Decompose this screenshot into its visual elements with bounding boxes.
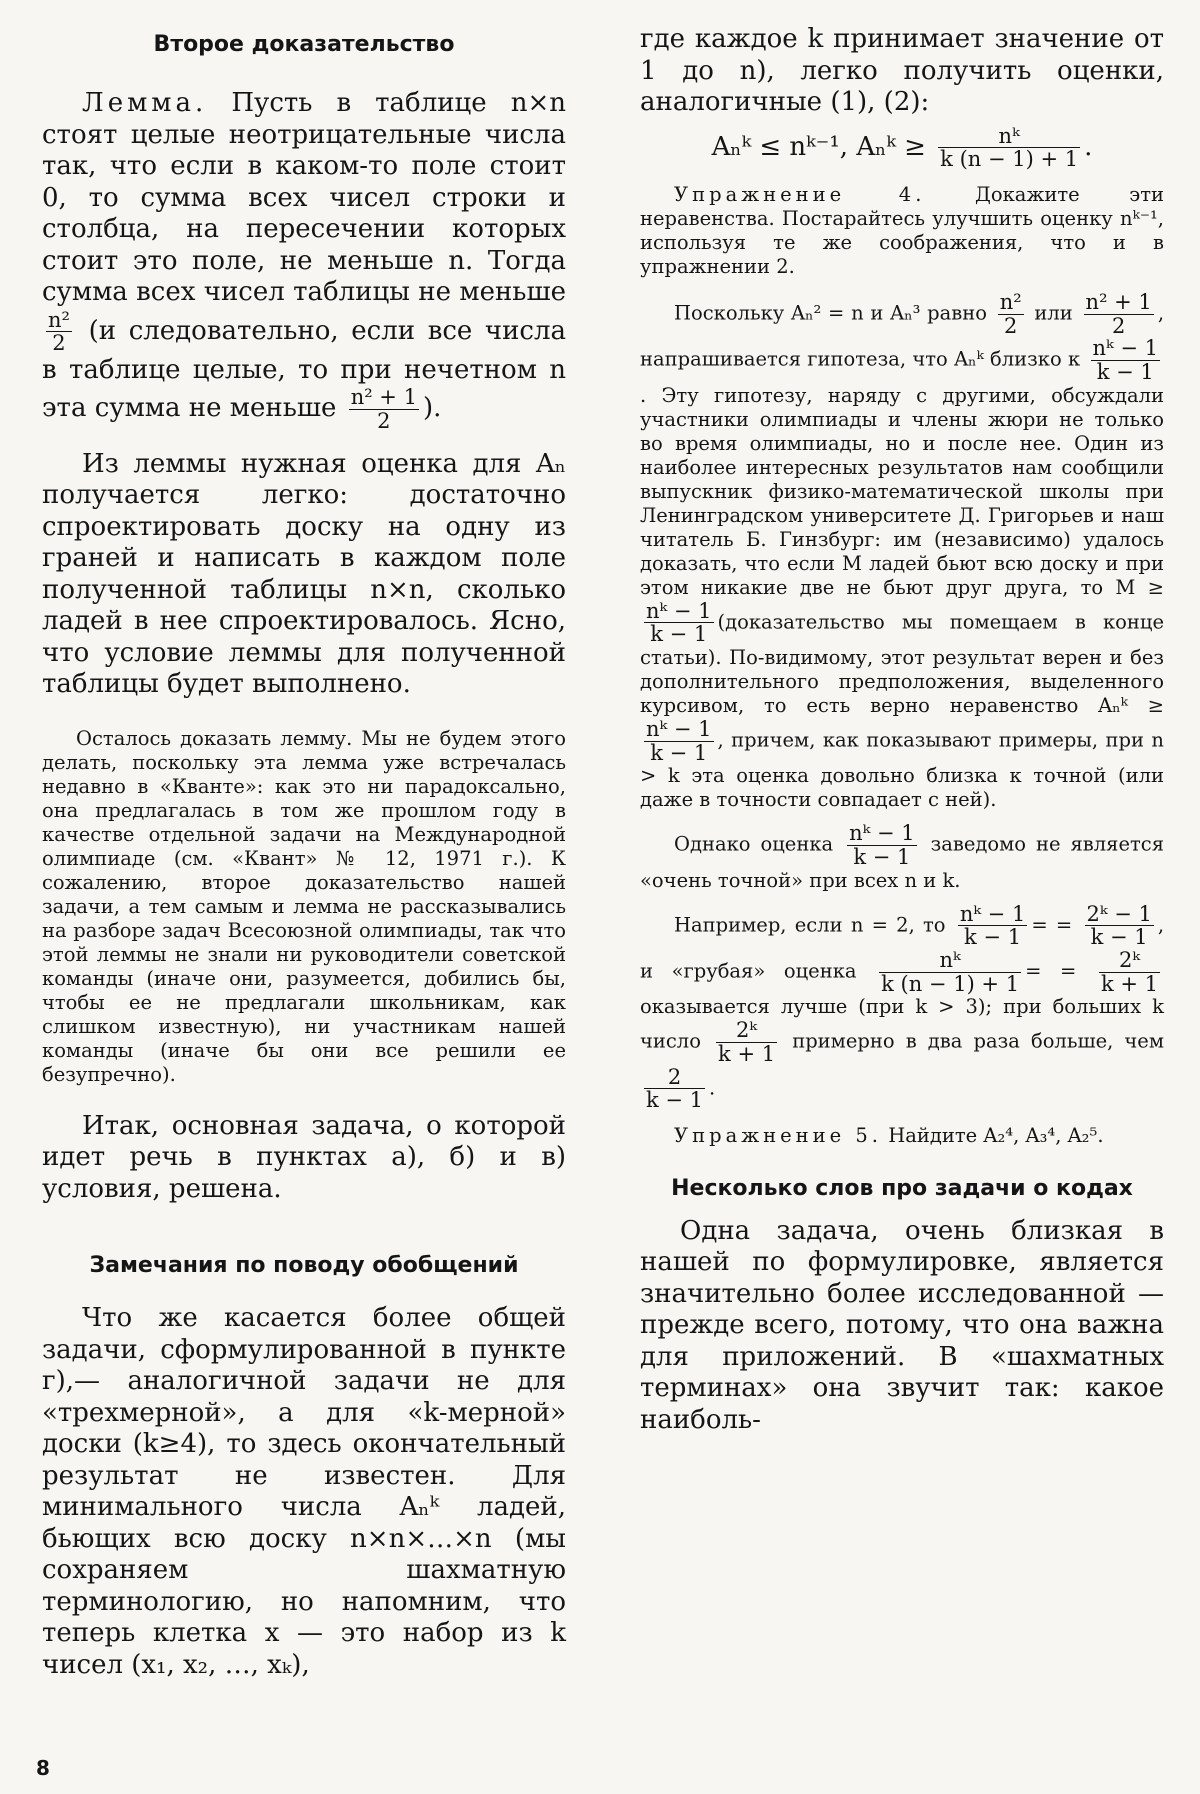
- small-print-paragraph: Осталось доказать лемму. Мы не будем этого делать, поскольку эта лемма уже встречалась недавно в «Кванте»: как это ни парадоксально, она предлагалась в том же прошлом году в качестве отдельной задачи на Международной олимпиаде (см. «Квант» № 12, 1971 г.). К сожалению, второе доказательство нашей задачи, а тем самым и лемма не рассказывались на разборе задач Всесоюзной олимпиады, так что этой леммы не знали ни руководители советской команды (иначе они, разумеется, добились бы, чтобы ее не предлагали школьникам, как слишком известную), ни участникам нашей команды (иначе бы они все решили ее безупречно).: [42, 726, 566, 1086]
- formula-fraction: $\frac{\text{nᵏ}}{k (n - 1) + 1}$: [940, 123, 1079, 172]
- paragraph-generalization: Что же касается более общей задачи, сформулированной в пункте г),— аналогичной задачи не для «трехмерной», а для «k-мерной» доски (k≥4), то здесь окончательный результат не известен. Для минимального числа Aₙᵏ ладей, бьющих всю доску n×n×…×n (мы сохраняем шахматную терминологию, но напомним, что теперь клетка x — это набор из k чисел (x₁, x₂, …, xₖ),: [42, 1303, 566, 1680]
- lemma-text-c: ).: [422, 393, 442, 424]
- lemma-label: Лемма.: [82, 88, 208, 118]
- lemma-fraction-n2-plus-1-over-2: $\frac{\text{n² + 1}}{2}$: [350, 385, 417, 434]
- left-column: [42, 24, 566, 1681]
- page-number: 8: [36, 1756, 50, 1780]
- fraction-example-1: $\frac{\text{nᵏ − 1}}{k - 1}$: [959, 901, 1026, 950]
- fraction-bound-M: $\frac{\text{nᵏ − 1}}{k - 1}$: [646, 598, 712, 647]
- exercise-4: [640, 183, 1164, 279]
- paragraph-solved: Итак, основная задача, о которой идет речь в пунктах а), б) и в) условия, решена.: [42, 1110, 566, 1204]
- fraction-example-2: $\frac{\text{2ᵏ − 1}}{k - 1}$: [1086, 901, 1152, 950]
- paragraph-not-precise: Однако оценка $\frac{\text{nᵏ − 1}}{k - 1}$ заведомо не является «очень точной» при всех n и k.: [640, 821, 1164, 892]
- exercise-4-label: Упражнение 4.: [674, 182, 926, 206]
- paragraph-example: Например, если n = 2, то $\frac{\text{nᵏ − 1}}{k - 1}$ = = $\frac{\text{2ᵏ − 1}}{k - 1}$ , и «грубая» оценка $\frac{\text{nᵏ}}{k (n - 1) + 1}$ = = $\frac{\text{2ᵏ}}{k + 1}$ оказывается лучше (при k > 3); при больших k число $\frac{\text{2ᵏ}}{k + 1}$ примерно в два раза больше, чем $\frac{2}{k - 1}$ .: [640, 901, 1165, 1113]
- fraction-example-6: $\frac{2}{k - 1}$: [646, 1064, 704, 1113]
- lemma-text-a: Пусть в таблице n×n стоят целые неотрицательные числа так, что если в каком-то поле стоит 0, то сумма всех чисел строки и столбца, на пересечении которых стоит это поле, не меньше n. Тогда сумма всех чисел таблицы не меньше: [42, 88, 566, 307]
- formula-period: .: [1084, 131, 1093, 162]
- right-column: [640, 24, 1164, 1436]
- exercise-5: [640, 1124, 1164, 1148]
- paragraph-projection: Из леммы нужная оценка для Aₙ получается легко: достаточно спроектировать доску на одну из граней и написать в каждом поле полученной таблицы n×n, сколько ладей в нее спроектировалось. Ясно, что условие леммы для полученной таблицы будет выполнено.: [42, 448, 566, 700]
- section-heading-second-proof: Второе доказательство: [153, 32, 455, 57]
- fraction-estimate: $\frac{\text{nᵏ − 1}}{k - 1}$: [849, 821, 915, 869]
- formula-left-side: Aₙᵏ ≤ nᵏ⁻¹, Aₙᵏ ≥: [711, 131, 926, 162]
- paragraph-codes: Одна задача, очень близкая в нашей по формулировке, является значительно более исследованной — прежде всего, потому, что она важна для приложений. В «шахматных терминах» она звучит так: какое наиболь-: [640, 1215, 1164, 1435]
- formula-estimates: [640, 125, 1164, 171]
- fraction-example-4: $\frac{\text{2ᵏ}}{k + 1}$: [1100, 947, 1159, 996]
- fraction-example-3: $\frac{\text{nᵏ}}{k (n - 1) + 1}$: [881, 947, 1020, 996]
- fraction-n2-plus-1-over-2: $\frac{\text{n² + 1}}{2}$: [1085, 289, 1152, 338]
- lemma-fraction-n2-over-2: $\frac{\text{n²}}{2}$: [48, 307, 70, 356]
- exercise-5-text: Найдите A₂⁴, A₃⁴, A₂⁵.: [888, 1123, 1104, 1147]
- fraction-nk-minus-1-over-k-minus-1: $\frac{\text{nᵏ − 1}}{k - 1}$: [1092, 336, 1158, 384]
- exercise-4-text: Докажите эти неравенства. Постарайтесь улучшить оценку nᵏ⁻¹, используя те же соображения, что и в упражнении 2.: [640, 182, 1165, 278]
- section-heading-generalizations: Замечания по поводу обобщений: [89, 1253, 519, 1279]
- paragraph-hypothesis: Поскольку Aₙ² = n и Aₙ³ равно $\frac{\text{n²}}{2}$ или $\frac{\text{n² + 1}}{2}$ , напрашивается гипотеза, что Aₙᵏ близко к $\frac{\text{nᵏ − 1}}{k - 1}$ . Эту гипотезу, наряду с другими, обсуждали участники олимпиады и члены жюри не только во время олимпиады, но и после нее. Один из наиболее интересных результатов нам сообщили выпускник физико-математической школы при Ленинградском университете Д. Григорьев и наш читатель Б. Гинзбург: им (независимо) удалось доказать, что если M ладей бьют всю доску и при этом никакие две не бьют друг друга, то M ≥ $\frac{\text{nᵏ − 1}}{k - 1}$ (доказательство мы помещаем в конце статьи). По-видимому, этот результат верен и без дополнительного предположения, выделенного курсивом, то есть верно неравенство Aₙᵏ ≥ $\frac{\text{nᵏ − 1}}{k - 1}$ , причем, как показывают примеры, при n > k эта оценка довольно близка к точной (или даже в точности совпадает с ней).: [640, 289, 1165, 812]
- fraction-n2-over-2: $\frac{\text{n²}}{2}$: [999, 289, 1022, 338]
- paragraph-continuation: где каждое k принимает значение от 1 до n), легко получить оценки, аналогичные (1), (2):: [640, 24, 1164, 117]
- lemma-text-b: (и следовательно, если все числа в таблице целые, то при нечетном n эта сумма не меньше: [42, 315, 567, 424]
- section-heading-codes: Несколько слов про задачи о кодах: [671, 1175, 1133, 1201]
- lemma-paragraph: [42, 88, 566, 433]
- fraction-bound-A: $\frac{\text{nᵏ − 1}}{k - 1}$: [646, 716, 712, 765]
- exercise-5-label: Упражнение 5.: [674, 1123, 883, 1147]
- fraction-example-5: $\frac{\text{2ᵏ}}{k + 1}$: [718, 1018, 776, 1066]
